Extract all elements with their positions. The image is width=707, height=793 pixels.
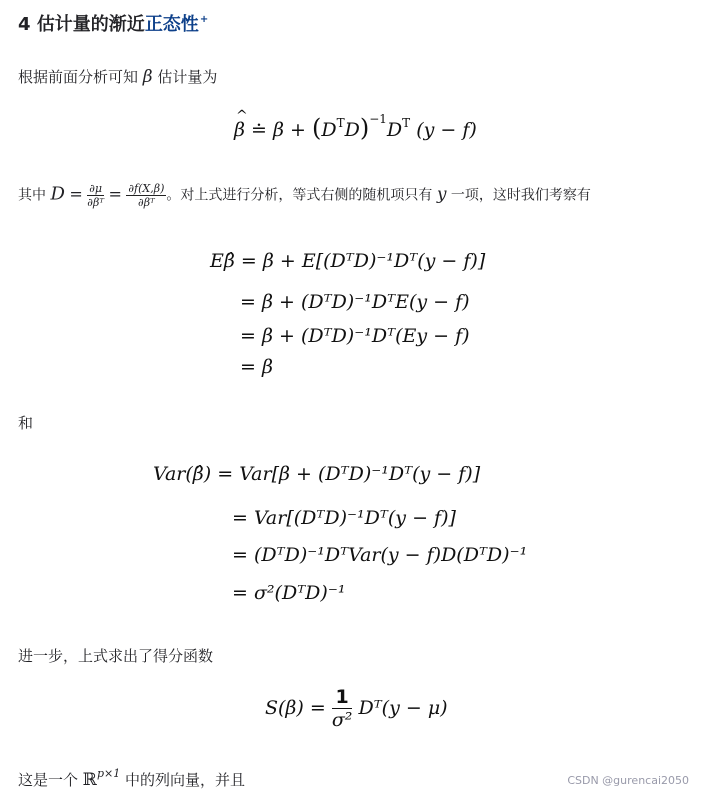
expectation-line-3: = β + (DᵀD)⁻¹Dᵀ(Ey − f) bbox=[240, 325, 470, 347]
frac2-num: ∂f(X,β) bbox=[128, 182, 165, 195]
real-set-symbol: ℝ bbox=[82, 770, 97, 790]
where-text-b: 一项，这时我们考察有 bbox=[450, 187, 591, 204]
equals-2: = bbox=[108, 184, 122, 204]
expectation-line-4: = β bbox=[240, 356, 273, 378]
heading-text: 估计量的渐近 bbox=[36, 14, 145, 35]
score-rhs: Dᵀ(y − μ) bbox=[358, 697, 448, 719]
csdn-watermark: CSDN @gurencai2050 bbox=[567, 774, 689, 787]
paragraph-intro bbox=[18, 66, 217, 87]
approx-equal: ≐ bbox=[251, 119, 267, 141]
eq1-T1: T bbox=[336, 116, 345, 130]
paragraph-column-vector bbox=[18, 767, 245, 790]
y-symbol: y bbox=[436, 184, 447, 205]
beta-symbol: β bbox=[142, 67, 153, 87]
eq1-D: D bbox=[321, 119, 337, 141]
eq1-T2: T bbox=[402, 116, 411, 130]
eq1-D3: D bbox=[386, 119, 403, 141]
eq1-inverse: −1 bbox=[369, 112, 387, 126]
intro-text: 根据前面分析可知 bbox=[18, 68, 139, 86]
equation-score bbox=[265, 686, 448, 731]
eq1-paren-close: ) bbox=[359, 114, 370, 142]
frac1-den: ∂βᵀ bbox=[87, 196, 104, 209]
frac1-num: ∂μ bbox=[89, 182, 103, 195]
eq1-paren-open: ( bbox=[311, 114, 322, 142]
where-text: 其中 bbox=[18, 187, 46, 204]
eq1-term-e: (y − f) bbox=[416, 119, 477, 141]
heading-link-marker: + bbox=[199, 14, 209, 25]
expectation-line-1: Eβ̂ = β + E[(DᵀD)⁻¹Dᵀ(y − f)] bbox=[210, 250, 486, 272]
paragraph-and: 和 bbox=[18, 414, 34, 432]
intro-text-after: 估计量为 bbox=[157, 68, 218, 86]
frac2-den: ∂βᵀ bbox=[138, 196, 155, 209]
equation-estimator bbox=[234, 112, 477, 142]
fraction-dmu bbox=[87, 182, 104, 209]
variance-line-4: = σ²(DᵀD)⁻¹ bbox=[232, 582, 346, 604]
D-symbol: D bbox=[50, 183, 65, 205]
paragraph-score: 进一步，上式求出了得分函数 bbox=[18, 647, 214, 665]
variance-line-3: = (DᵀD)⁻¹DᵀVar(y − f)D(DᵀD)⁻¹ bbox=[232, 544, 528, 566]
real-set-exponent: p×1 bbox=[96, 767, 121, 780]
section-heading bbox=[18, 10, 208, 36]
eq1-D2: D bbox=[344, 119, 360, 141]
paragraph-where bbox=[18, 182, 591, 209]
score-frac-den: σ² bbox=[331, 709, 353, 731]
score-fraction bbox=[332, 686, 353, 731]
score-lhs: S(β) = bbox=[265, 697, 332, 719]
score-frac-num: 1 bbox=[332, 686, 353, 709]
where-text-a: 。对上式进行分析，等式右侧的随机项只有 bbox=[166, 187, 433, 204]
vector-text-before: 这是一个 bbox=[18, 771, 79, 789]
heading-link[interactable]: 正态性 bbox=[144, 14, 199, 35]
beta-hat: ^ β bbox=[234, 119, 245, 141]
expectation-line-2: = β + (DᵀD)⁻¹DᵀE(y − f) bbox=[240, 291, 470, 313]
variance-line-2: = Var[(DᵀD)⁻¹Dᵀ(y − f)] bbox=[232, 507, 456, 529]
fraction-df bbox=[126, 182, 166, 209]
vector-text-after: 中的列向量，并且 bbox=[124, 771, 245, 789]
variance-line-1: Var(β̂) = Var[β + (DᵀD)⁻¹Dᵀ(y − f)] bbox=[153, 463, 481, 485]
heading-number: 4 bbox=[18, 14, 31, 35]
eq1-term-a: β + bbox=[273, 119, 312, 141]
equals-1: = bbox=[69, 184, 83, 204]
